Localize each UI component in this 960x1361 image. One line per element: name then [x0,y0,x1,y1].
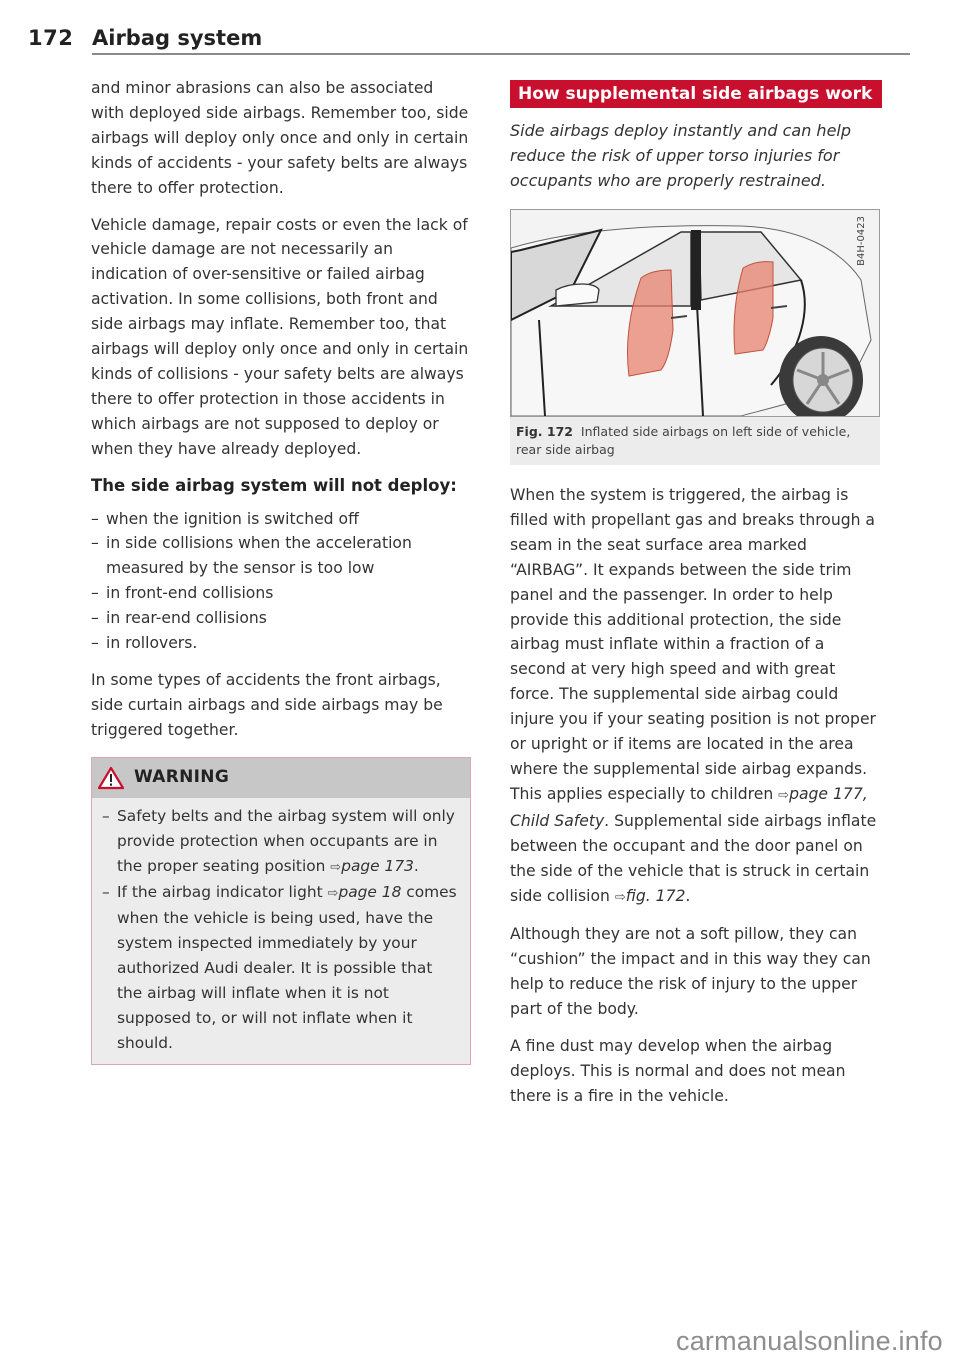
list-item: – in side collisions when the acceleration measured by the sensor is too low [91,531,471,581]
page-reference-link[interactable]: page 173 [341,856,414,875]
paragraph-text: . Supplemental side airbags inflate between the occupant and the door panel on the side of the vehicle that is struck in certain side collision [510,811,877,905]
not-deploy-list [91,507,471,656]
left-column [91,76,471,1065]
paragraph-text: . [685,886,691,905]
arrow-right-icon: ⇨ [614,889,626,905]
paragraph [510,483,882,910]
list-item: – in rollovers. [91,631,471,656]
warning-item [102,804,460,880]
paragraph: In some types of accidents the front airbags, side curtain airbags and side airbags may be triggered together. [91,670,443,739]
warning-text: . [413,856,419,875]
arrow-right-icon: ⇨ [327,885,339,901]
header-rule [92,53,910,55]
page-reference-link[interactable]: page 18 [338,882,402,901]
warning-item [102,880,460,1056]
watermark: carmanualsonline.info [676,1326,943,1356]
warning-text: If the airbag indicator light [117,882,328,901]
warning-text: comes when the vehicle is being used, have the system inspected immediately by your authorized Audi dealer. It is possible that the airbag will inflate when it is not supposed to, or will not inflate when it should. [117,882,457,1052]
arrow-right-icon: ⇨ [778,787,790,803]
page-reference-link[interactable]: page 177, Child Safety [510,784,868,830]
paragraph-text: When the system is triggered, the airbag is filled with propellant gas and breaks through a seam in the seat surface area marked “AIRBAG”. It expands between the side trim panel and the passenger. In order to help provide this additional protection, the side airbag must inflate within a fraction of a second at very high speed and with great force. The supplemental side airbag could injure you if your seating position is not proper or upright or if items are located in the area where the supplemental side airbag expands. This applies especially to children [510,486,876,803]
car-side-airbag-illustration [511,210,880,417]
warning-label: WARNING [134,767,230,788]
list-item: – in rear-end collisions [91,606,471,631]
figure [510,209,880,465]
lead-text: Side airbags deploy instantly and can help reduce the risk of upper torso injuries for occupants who are properly restrained. [510,121,852,190]
page-number: 172 [28,26,74,50]
paragraph: and minor abrasions can also be associated with deployed side airbags. Remember too, side airbags will deploy only once and only in certain kinds of accidents - your safety belts are always there to offer protection. [91,79,469,197]
section-heading: How supplemental side airbags work [510,80,882,108]
right-column [510,80,882,1121]
warning-body [92,798,470,1064]
figure-label: Fig. 172 [516,424,573,439]
warning-triangle-icon [98,766,124,790]
warning-text: Safety belts and the airbag system will only provide protection when occupants are in the proper seating position [117,806,455,875]
paragraph: Vehicle damage, repair costs or even the lack of vehicle damage are not necessarily an indication of over-sensitive or failed airbag activation. In some collisions, both front and side airbags may inflate. Remember too, that airbags will deploy only once and only in certain kinds of collisions - your safety belts are always there to offer protection in those accidents in which airbags are not supposed to deploy or when they have already deployed. [91,215,469,458]
figure-code: B4H-0423 [856,216,868,266]
page-header [28,20,960,50]
arrow-right-icon: ⇨ [330,859,342,875]
figure-caption-text: Inflated side airbags on left side of vehicle, rear side airbag [516,424,851,457]
list-item: – in front-end collisions [91,581,471,606]
warning-header [92,758,470,798]
paragraph: A fine dust may develop when the airbag deploys. This is normal and does not mean there is a fire in the vehicle. [510,1037,846,1105]
subheading: The side airbag system will not deploy: [91,475,457,495]
warning-box [91,757,471,1065]
list-item: – when the ignition is switched off [91,507,471,532]
paragraph: Although they are not a soft pillow, they can “cushion” the impact and in this way they can help to reduce the risk of injury to the upper part of the body. [510,925,871,1019]
figure-reference-link[interactable]: fig. 172 [625,886,686,905]
figure-caption [510,417,880,465]
figure-image [510,209,880,417]
section-title: Airbag system [92,26,263,50]
